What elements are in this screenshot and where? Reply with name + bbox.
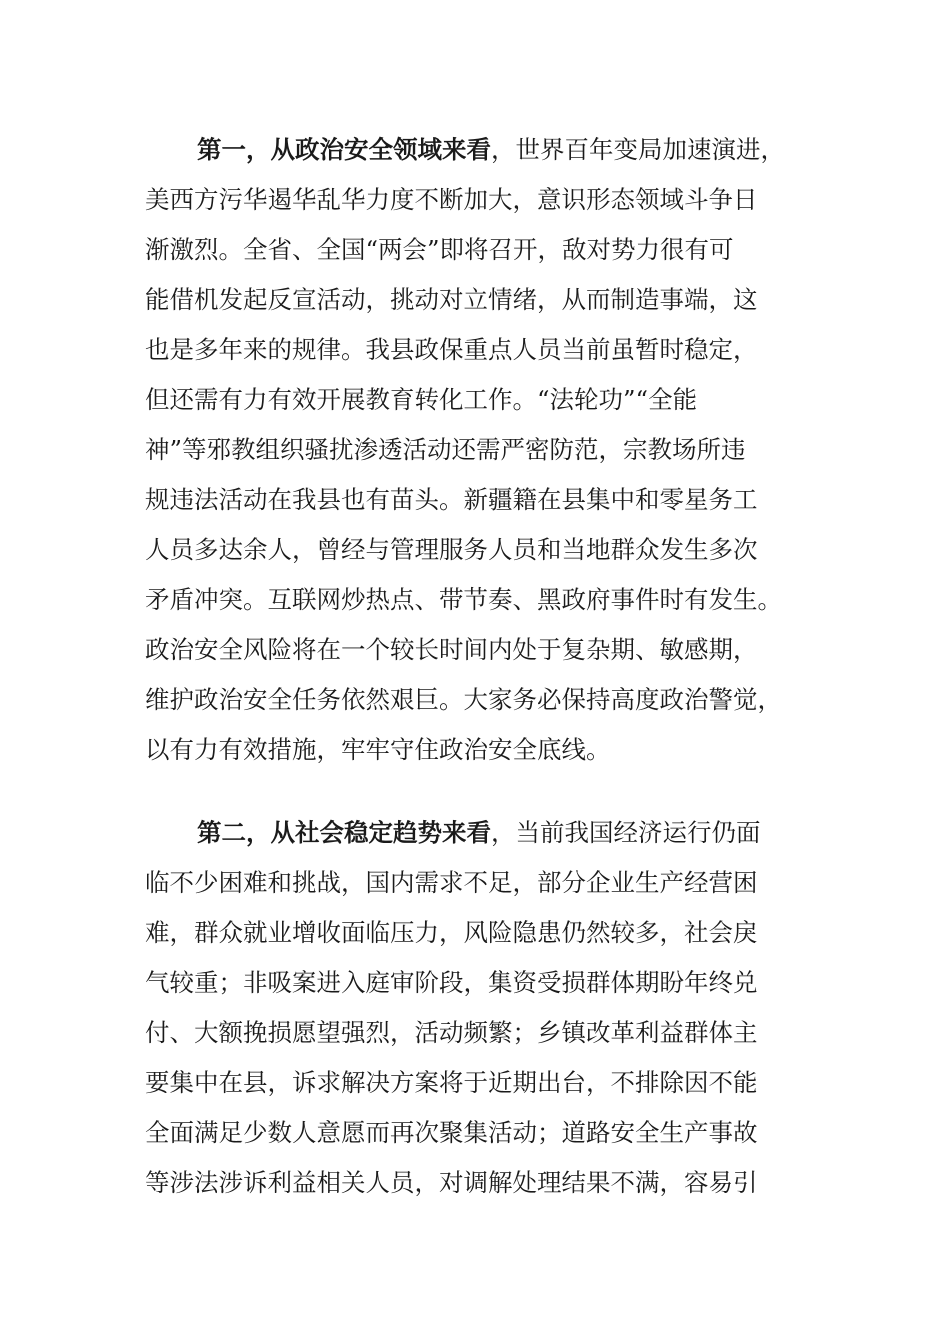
paragraph-social-stability <box>145 808 805 1208</box>
paragraph-line: 维护政治安全任务依然艰巨。大家务必保持高度政治警觉， <box>145 685 782 714</box>
paragraph-line: 规违法活动在我县也有苗头。新疆籍在县集中和零星务工 <box>145 485 758 514</box>
paragraph-line: 以有力有效措施，牢牢守住政治安全底线。 <box>145 735 611 764</box>
paragraph-line: 临不少困难和挑战，国内需求不足，部分企业生产经营困 <box>145 868 758 897</box>
paragraph-line: 矛盾冲突。互联网炒热点、带节奏、黑政府事件时有发生。 <box>145 585 782 614</box>
paragraph-line: 神”等邪教组织骚扰渗透活动还需严密防范，宗教场所违 <box>145 435 746 464</box>
paragraph-line: ，世界百年变局加速演进， <box>491 135 785 164</box>
paragraph-line: 要集中在县，诉求解决方案将于近期出台，不排除因不能 <box>145 1068 758 1097</box>
paragraph-line: ，当前我国经济运行仍面 <box>491 818 761 847</box>
paragraph-political-security <box>145 125 805 775</box>
paragraph-line: 付、大额挽损愿望强烈，活动频繁；乡镇改革利益群体主 <box>145 1018 758 1047</box>
paragraph-first-line <box>145 808 805 858</box>
paragraph-line: 也是多年来的规律。我县政保重点人员当前虽暂时稳定， <box>145 335 758 364</box>
paragraph-line: 难，群众就业增收面临压力，风险隐患仍然较多，社会戾 <box>145 918 758 947</box>
paragraph-line: 等涉法涉诉利益相关人员，对调解处理结果不满，容易引 <box>145 1168 758 1197</box>
paragraph-line: 渐激烈。全省、全国“两会”即将召开，敌对势力很有可 <box>145 235 734 264</box>
paragraph-line: 能借机发起反宣活动，挑动对立情绪，从而制造事端，这 <box>145 285 758 314</box>
paragraph-first-line <box>145 125 805 175</box>
paragraph-line: 美西方污华遏华乱华力度不断加大，意识形态领域斗争日 <box>145 185 758 214</box>
paragraph-line: 人员多达余人，曾经与管理服务人员和当地群众发生多次 <box>145 535 758 564</box>
paragraph-line: 全面满足少数人意愿而再次聚集活动；道路安全生产事故 <box>145 1118 758 1147</box>
paragraph-lead-heading: 第一，从政治安全领域来看 <box>197 135 491 164</box>
paragraph-line: 但还需有力有效开展教育转化工作。“法轮功”“全能 <box>145 385 698 414</box>
paragraph-line: 政治安全风险将在一个较长时间内处于复杂期、敏感期， <box>145 635 758 664</box>
paragraph-lead-heading: 第二，从社会稳定趋势来看 <box>197 818 491 847</box>
paragraph-line: 气较重；非吸案进入庭审阶段，集资受损群体期盼年终兑 <box>145 968 758 997</box>
